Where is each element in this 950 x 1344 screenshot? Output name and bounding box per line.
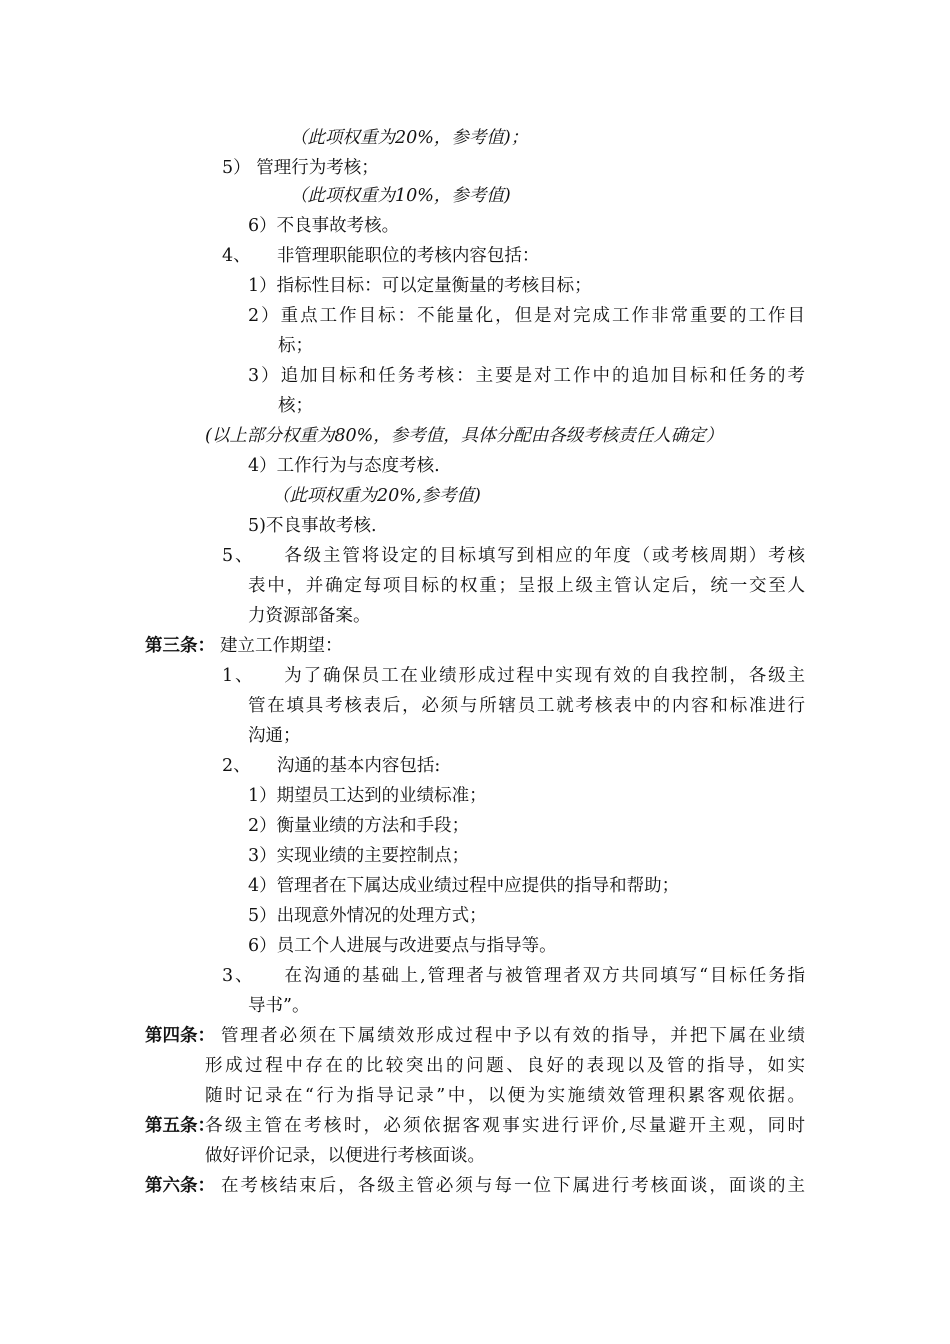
article-6-heading: 第六条：	[145, 1176, 215, 1196]
list-item: 6）员工个人进展与改进要点与指导等。	[248, 936, 557, 956]
list-item-continuation: 核；	[278, 396, 313, 416]
paragraph-line: 管在填具考核表后，必须与所辖员工就考核表中的内容和标准进行	[248, 696, 805, 716]
paragraph-line: 导书”。	[248, 996, 310, 1016]
list-item: 4）工作行为与态度考核.	[248, 456, 440, 476]
list-item: 1）指标性目标：可以定量衡量的考核目标；	[248, 276, 592, 296]
list-item: 3）追加目标和任务考核：主要是对工作中的追加目标和任务的考	[248, 366, 805, 386]
list-item: 3）实现业绩的主要控制点；	[248, 846, 470, 866]
numbered-paragraph: 3、 在沟通的基础上,管理者与被管理者双方共同填写“目标任务指	[222, 966, 805, 986]
list-item: 2）衡量业绩的方法和手段；	[248, 816, 470, 836]
weight-note-10: （此项权重为10%，参考值)	[290, 186, 511, 206]
article-4-heading: 第四条：	[145, 1026, 215, 1046]
weight-note-80: (以上部分权重为80%，参考值，具体分配由各级考核责任人确定）	[205, 426, 724, 446]
paragraph-line: 沟通；	[248, 726, 301, 746]
numbered-paragraph: 4、 非管理职能职位的考核内容包括：	[222, 246, 540, 266]
numbered-paragraph: 5、 各级主管将设定的目标填写到相应的年度（或考核周期）考核	[222, 546, 805, 566]
list-item: 1）期望员工达到的业绩标准；	[248, 786, 487, 806]
list-item: 5） 管理行为考核；	[222, 158, 379, 178]
list-item: 5）出现意外情况的处理方式；	[248, 906, 487, 926]
numbered-paragraph: 1、 为了确保员工在业绩形成过程中实现有效的自我控制，各级主	[222, 666, 805, 686]
article-4-text: 管理者必须在下属绩效形成过程中予以有效的指导，并把下属在业绩	[221, 1026, 805, 1046]
paragraph-line: 表中，并确定每项目标的权重；呈报上级主管认定后，统一交至人	[248, 576, 805, 596]
numbered-paragraph: 2、 沟通的基本内容包括:	[222, 756, 441, 776]
article-5-text: 各级主管在考核时，必须依据客观事实进行评价,尽量避开主观，同时	[205, 1116, 805, 1136]
weight-note-20b: （此项权重为20%,参考值)	[272, 486, 481, 506]
list-item: 4）管理者在下属达成业绩过程中应提供的指导和帮助；	[248, 876, 680, 896]
article-3-heading: 第三条：	[145, 636, 215, 656]
list-item: 6）不良事故考核。	[248, 216, 400, 236]
list-item-continuation: 标；	[278, 336, 313, 356]
paragraph-line: 力资源部备案。	[248, 606, 371, 626]
article-6-text: 在考核结束后，各级主管必须与每一位下属进行考核面谈，面谈的主	[221, 1176, 805, 1196]
article-3-title: 建立工作期望：	[220, 636, 343, 656]
paragraph-line: 形成过程中存在的比较突出的问题、良好的表现以及管的指导，如实	[205, 1056, 805, 1076]
list-item: 5)不良事故考核.	[248, 516, 377, 536]
weight-note-20: （此项权重为20%，参考值)；	[290, 128, 529, 148]
paragraph-line: 随时记录在“行为指导记录”中，以便为实施绩效管理积累客观依据。	[205, 1086, 805, 1106]
article-5-heading: 第五条：	[145, 1116, 215, 1136]
paragraph-line: 做好评价记录，以便进行考核面谈。	[205, 1146, 485, 1166]
list-item: 2）重点工作目标：不能量化，但是对完成工作非常重要的工作目	[248, 306, 805, 326]
